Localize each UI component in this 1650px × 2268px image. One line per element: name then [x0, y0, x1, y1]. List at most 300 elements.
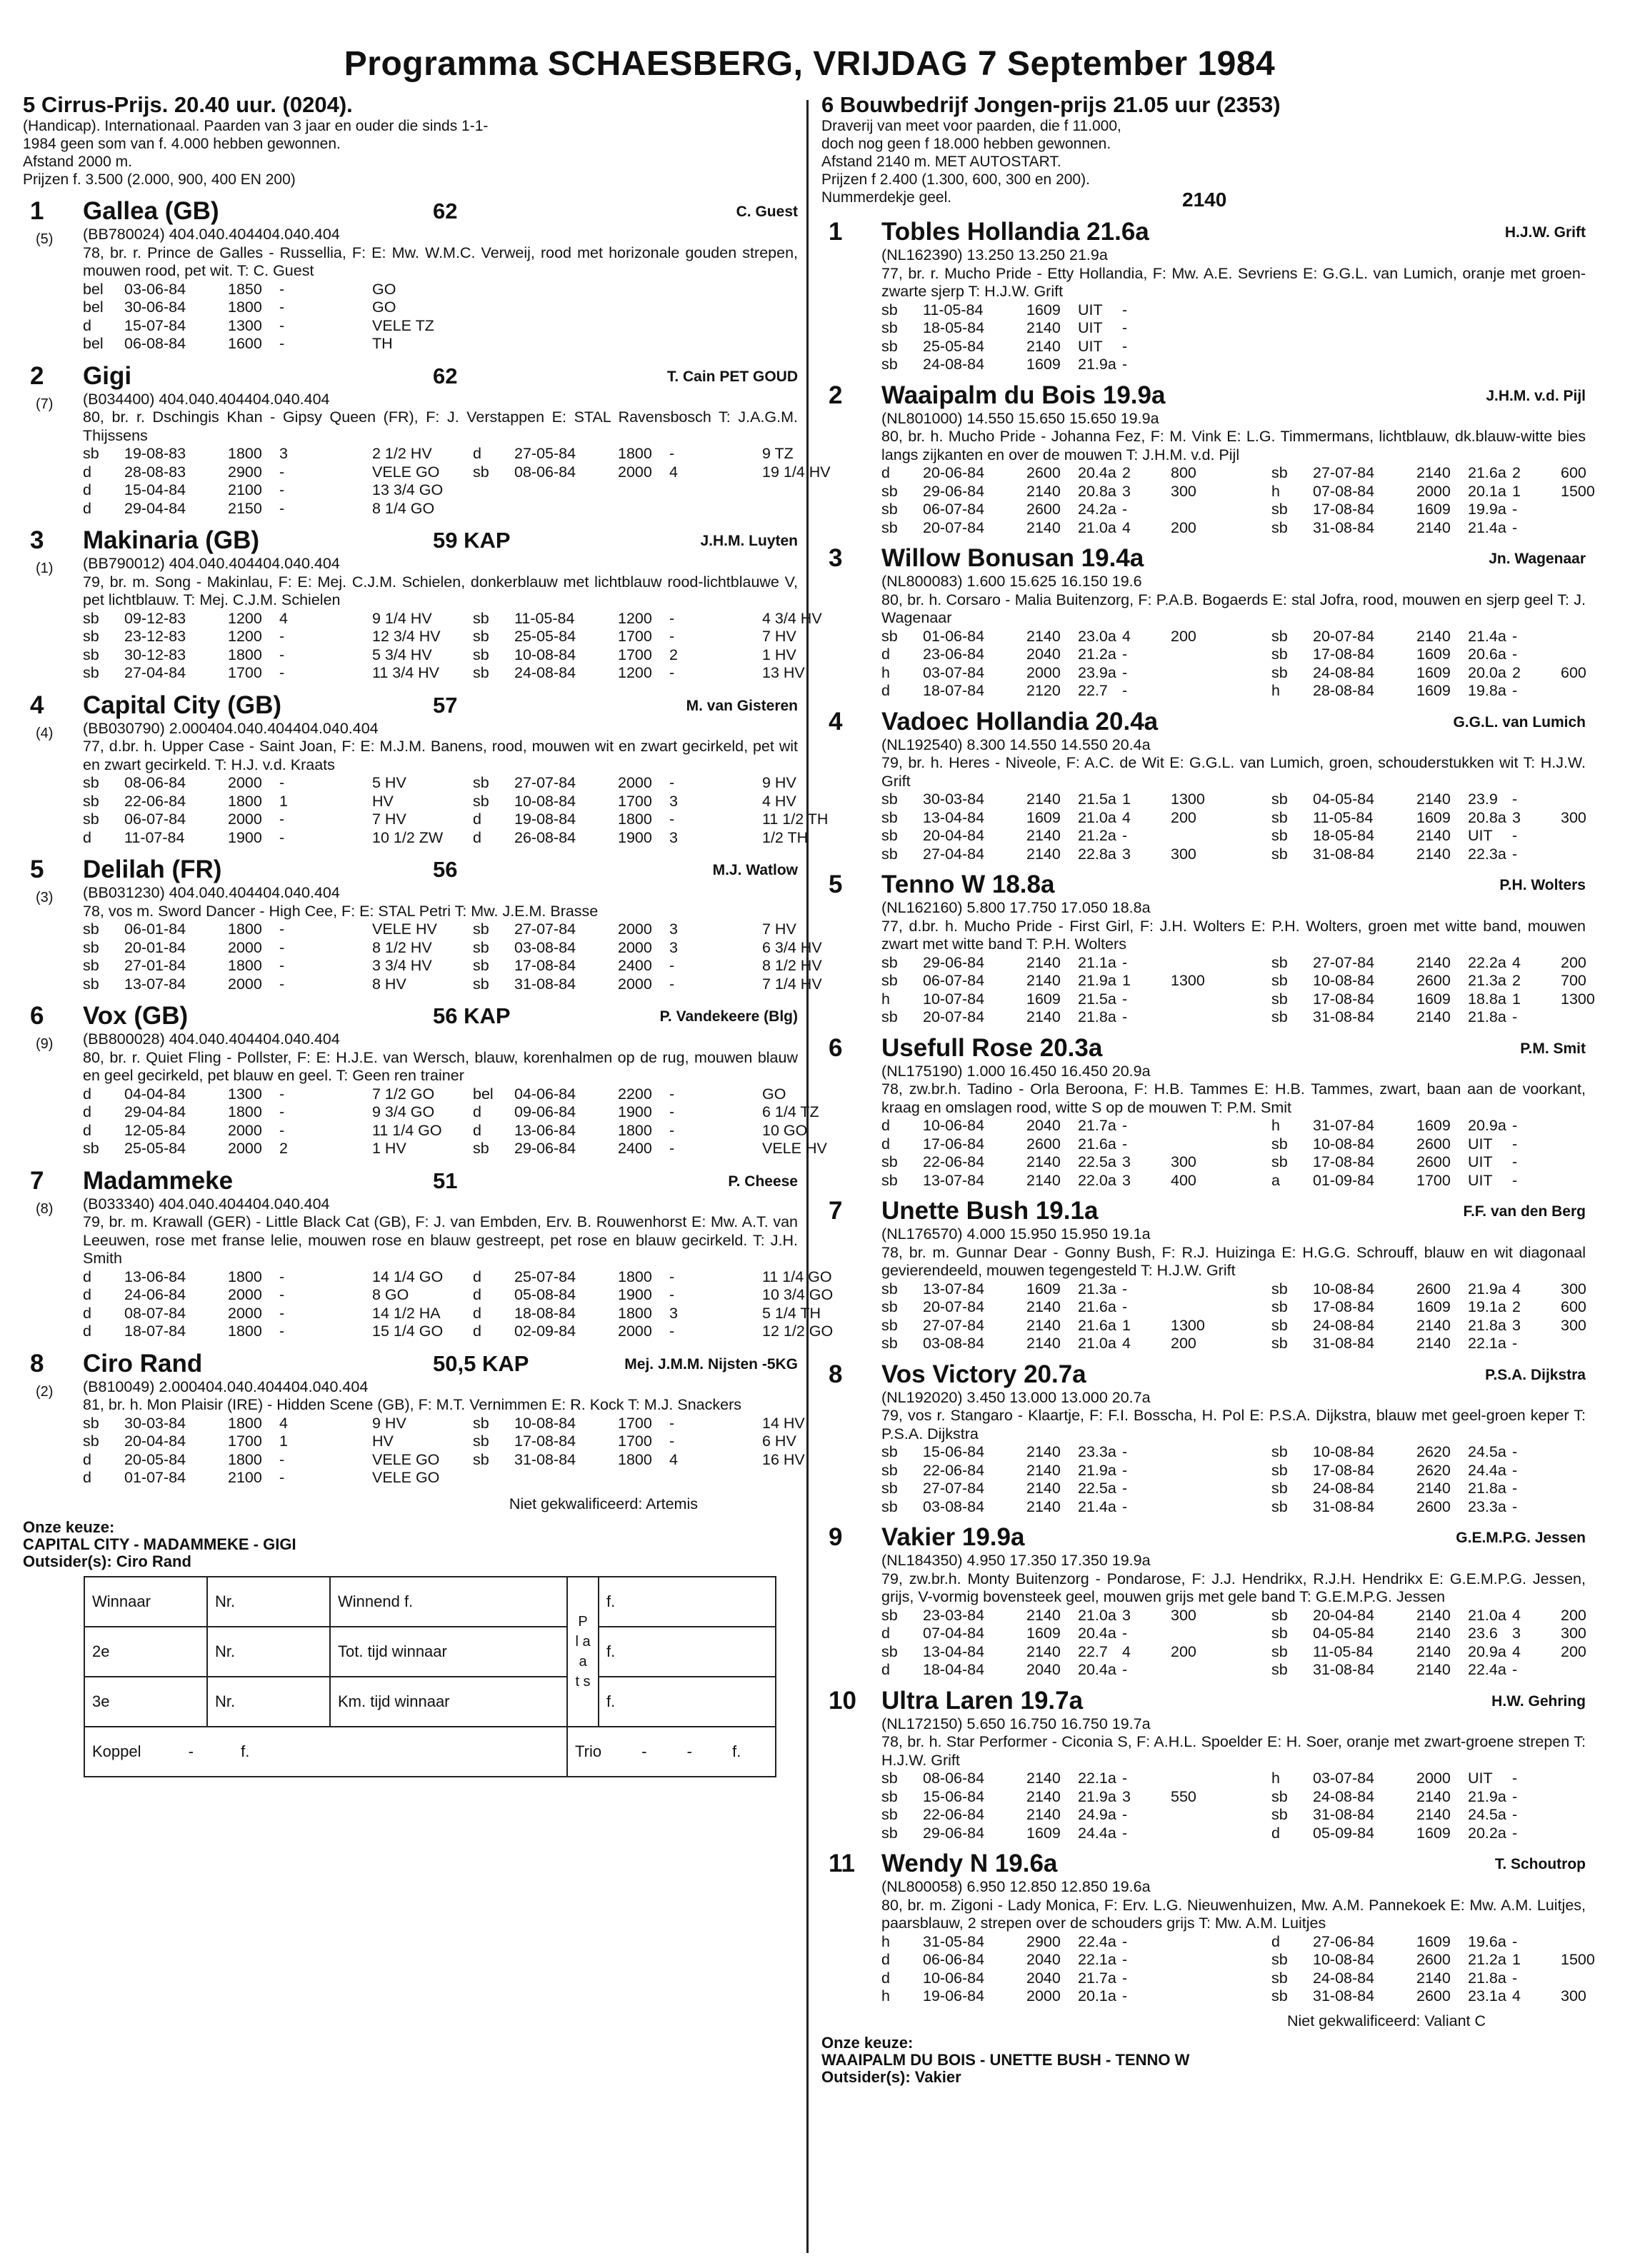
form-cell: -	[1512, 1787, 1518, 1805]
form-cell	[514, 481, 618, 500]
form-cell: 6 HV	[762, 1432, 796, 1450]
form-cell: sb	[1271, 791, 1288, 808]
form-record	[473, 445, 851, 463]
form-cell: 4	[279, 609, 288, 627]
form-cell: h	[1271, 1770, 1280, 1787]
form-cell: 1 HV	[762, 646, 796, 663]
form-cell: sb	[881, 1806, 898, 1823]
form-cell: 2140	[1026, 1335, 1061, 1352]
horse-header	[881, 218, 1586, 246]
form-cell: -	[1512, 646, 1518, 663]
form-cell: 21.4a	[1078, 1497, 1116, 1515]
form-cell: 3	[1512, 1625, 1521, 1642]
form-cell: 26-08-84	[514, 828, 576, 846]
form-cell: 04-04-84	[124, 1085, 186, 1103]
horse-entry	[821, 1850, 1595, 2006]
form-record	[83, 1305, 461, 1323]
horse-number: 3	[829, 544, 843, 572]
form-cell: sb	[1271, 1987, 1288, 2004]
form-cell: 2140	[1026, 1806, 1061, 1823]
form-cell	[714, 920, 762, 939]
form-cell: -	[1122, 1480, 1128, 1497]
form-cell: 2140	[1416, 518, 1451, 536]
form-cell: sb	[881, 972, 898, 989]
form-cell: 15-06-84	[923, 1787, 985, 1805]
form-cell: sb	[881, 627, 898, 645]
form-cell	[324, 811, 372, 829]
horse-name: Tobles Hollandia 21.6a	[881, 218, 1149, 246]
form-cell	[461, 281, 526, 299]
form-cell: d	[83, 1323, 91, 1340]
form-cell: 2140	[1026, 627, 1061, 645]
race-condition-line: Prijzen f. 3.500 (2.000, 900, 400 EN 200)	[23, 171, 296, 188]
result-label-nr: Nr.	[207, 1627, 330, 1677]
horse-number: 6	[829, 1033, 843, 1062]
form-cell: 2140	[1416, 1969, 1451, 1987]
form-cell: -	[1512, 1117, 1518, 1134]
form-cell: -	[669, 1286, 675, 1303]
form-record	[473, 939, 851, 958]
form-cell: 22.3a	[1468, 845, 1506, 863]
form-cell: 2000	[618, 463, 652, 481]
result-label-winner: Winnaar	[84, 1577, 207, 1627]
form-cell	[324, 920, 372, 939]
form-cell: 10-08-84	[1313, 1951, 1375, 1968]
form-cell: 20.2a	[1468, 1824, 1506, 1842]
form-cell: 400	[1171, 1171, 1196, 1189]
form-cell: sb	[83, 609, 99, 627]
horse-weight: 62	[433, 363, 458, 388]
form-cell: 1300	[228, 1085, 262, 1103]
form-cell	[1561, 1462, 1650, 1480]
form-cell: 2000	[228, 1286, 262, 1303]
form-cell: sb	[83, 445, 99, 462]
form-cell: 3	[1122, 1606, 1131, 1624]
form-cell: 2600	[1416, 1280, 1451, 1298]
form-cell: h	[1271, 682, 1280, 699]
form-cell: -	[669, 609, 675, 627]
form-cell: sb	[1271, 808, 1288, 826]
form-cell: 1609	[1416, 501, 1451, 518]
form-cell: 21.9a	[1078, 1461, 1116, 1479]
form-cell: 1850	[228, 280, 262, 298]
form-cell: 11 1/4 GO	[762, 1268, 832, 1285]
form-cell	[1171, 356, 1260, 374]
form-cell: -	[1512, 1171, 1518, 1189]
form-cell	[1561, 791, 1650, 809]
form-cell	[714, 793, 762, 811]
horse-number: 4	[829, 707, 843, 736]
jockey-name: P.M. Smit	[1520, 1040, 1586, 1057]
form-cell: 2140	[1026, 1171, 1061, 1189]
form-cell: 2	[1512, 1298, 1521, 1315]
form-cell: 21.2a	[1468, 1951, 1506, 1968]
form-cell: GO	[762, 1085, 786, 1103]
form-record	[1271, 1770, 1650, 1788]
form-cell: 2140	[1416, 1642, 1451, 1660]
horse-code: (NL172150) 5.650 16.750 16.750 19.7a	[881, 1715, 1151, 1732]
jockey-name: Jn. Wagenaar	[1489, 551, 1586, 567]
form-record	[473, 957, 851, 975]
jockey-name: H.W. Gehring	[1491, 1692, 1586, 1710]
form-cell: 10-08-84	[514, 792, 576, 810]
form-cell: sb	[881, 1770, 898, 1787]
form-cell: 24.4a	[1468, 1461, 1506, 1479]
form-cell: 22-06-84	[923, 1806, 985, 1823]
form-cell: d	[83, 499, 91, 517]
form-cell: -	[1512, 1008, 1518, 1025]
form-cell: VELE HV	[762, 1140, 827, 1157]
form-records	[881, 628, 1586, 701]
form-cell: 10-08-84	[514, 1414, 576, 1432]
form-cell: 05-09-84	[1313, 1824, 1375, 1842]
form-cell: -	[1512, 1461, 1518, 1479]
result-label-total-time: Tot. tijd winnaar	[330, 1627, 567, 1677]
form-cell: 2100	[228, 1469, 262, 1486]
horse-name: Vakier 19.9a	[881, 1523, 1025, 1551]
form-cell	[1171, 646, 1260, 664]
form-cell: 1800	[228, 1414, 262, 1432]
form-cell: 300	[1171, 482, 1196, 500]
form-cell: 28-08-83	[124, 463, 186, 481]
form-cell: sb	[1271, 501, 1288, 518]
form-record	[83, 646, 461, 665]
form-cell	[324, 500, 372, 518]
form-cell: 2140	[1026, 319, 1061, 336]
form-cell: 4	[279, 1414, 288, 1432]
form-cell	[1171, 301, 1260, 320]
form-cell: 600	[1561, 464, 1586, 481]
form-cell: 31-08-84	[1313, 1008, 1375, 1025]
race-title: 5 Cirrus-Prijs. 20.40 uur. (0204).	[23, 92, 353, 117]
horse-entry	[821, 1687, 1586, 1843]
form-record	[473, 829, 851, 848]
form-records	[881, 1280, 1586, 1353]
form-records	[83, 1085, 827, 1158]
form-cell: 3	[1122, 1787, 1131, 1805]
form-cell: 20.0a	[1468, 663, 1506, 681]
form-cell: 200	[1561, 1642, 1586, 1660]
form-cell: 2	[1512, 972, 1521, 989]
form-cell: 17-08-84	[1313, 1461, 1375, 1479]
form-cell: 14 HV	[762, 1414, 805, 1432]
form-cell	[714, 1323, 762, 1341]
form-cell: 27-07-84	[514, 920, 576, 938]
jockey-name: P.S.A. Dijkstra	[1485, 1366, 1586, 1383]
form-cell: sb	[881, 808, 898, 826]
horse-weight: 62	[433, 199, 458, 224]
form-cell: 3	[1122, 482, 1131, 500]
form-cell	[714, 664, 762, 683]
form-cell	[324, 829, 372, 848]
race-distance: 2140	[1182, 189, 1227, 211]
form-cell: 20.1a	[1468, 482, 1506, 500]
form-record	[881, 972, 1260, 990]
form-record	[1271, 1317, 1650, 1335]
form-cell: sb	[1271, 845, 1288, 863]
form-record	[83, 1323, 461, 1341]
form-cell: 31-08-84	[1313, 1661, 1375, 1678]
form-cell: 31-08-84	[1313, 518, 1375, 536]
form-cell: 18-04-84	[923, 1661, 985, 1678]
form-cell: 08-06-84	[124, 774, 186, 791]
form-cell: 3 3/4 HV	[372, 957, 432, 974]
form-cell: 2000	[618, 920, 652, 938]
form-cell: sb	[473, 646, 489, 663]
form-record	[881, 628, 1260, 646]
form-cell	[1171, 501, 1260, 519]
horse-list	[23, 197, 834, 1487]
form-cell: sb	[1271, 1787, 1288, 1805]
form-cell: 2150	[228, 499, 262, 517]
form-cell: sb	[473, 792, 489, 810]
form-cell: sb	[1271, 663, 1288, 681]
form-cell: 10-07-84	[923, 990, 985, 1008]
form-cell	[1561, 1172, 1650, 1190]
horse-number: 7	[829, 1197, 843, 1225]
form-cell: 19-08-83	[124, 445, 186, 462]
form-cell: -	[1122, 1932, 1128, 1950]
form-cell	[1561, 1335, 1650, 1353]
form-cell	[324, 481, 372, 500]
form-cell: h	[881, 990, 890, 1008]
form-record	[1271, 1462, 1650, 1480]
form-cell: 17-08-84	[1313, 1153, 1375, 1170]
form-record	[881, 1480, 1260, 1498]
jockey-name: P. Cheese	[728, 1173, 798, 1190]
form-cell	[1561, 628, 1650, 646]
form-cell: d	[83, 316, 91, 334]
form-cell: 20.1a	[1078, 1987, 1116, 2004]
form-cell: 20.4a	[1078, 1625, 1116, 1642]
form-cell: 17-08-84	[1313, 1298, 1375, 1315]
form-cell: 1	[1122, 972, 1131, 989]
form-cell: -	[1122, 301, 1128, 318]
form-cell: 5 HV	[372, 774, 406, 791]
form-cell: 29-04-84	[124, 1103, 186, 1120]
form-cell: d	[1271, 1824, 1280, 1842]
form-cell: 31-08-84	[514, 1450, 576, 1468]
form-cell: sb	[881, 845, 898, 863]
form-cell: 24-08-84	[1313, 1787, 1375, 1805]
horse-code: (BB800028) 404.040.404404.040.404	[83, 1030, 340, 1048]
form-cell: sb	[473, 957, 489, 974]
form-cell: 1700	[228, 664, 262, 681]
form-record	[473, 463, 851, 482]
form-cell: 1300	[1171, 972, 1205, 989]
form-cell: sb	[881, 482, 898, 500]
form-cell: 06-07-84	[124, 811, 186, 828]
form-cell: 1609	[1416, 1298, 1451, 1315]
form-cell: -	[279, 1323, 285, 1340]
form-cell: sb	[473, 609, 489, 627]
form-cell: 1800	[618, 1268, 652, 1285]
form-record	[83, 1432, 461, 1451]
form-cell	[461, 317, 526, 336]
form-cell: 07-08-84	[1313, 482, 1375, 500]
form-cell	[324, 939, 372, 958]
form-cell: d	[473, 1121, 481, 1139]
form-cell: -	[1512, 1932, 1518, 1950]
form-cell: 24.2a	[1078, 501, 1116, 518]
form-cell: d	[83, 1450, 91, 1468]
form-cell: 27-07-84	[1313, 953, 1375, 971]
form-cell: 1800	[228, 920, 262, 938]
form-cell: 2140	[1026, 1497, 1061, 1515]
form-cell: -	[1122, 1008, 1128, 1025]
form-record	[473, 1103, 851, 1122]
form-record	[1271, 1933, 1650, 1952]
form-cell: -	[1122, 1443, 1128, 1460]
horse-description: 79, br. h. Heres - Niveole, F: A.C. de Wit E: G.G.L. van Lumich, groen, schouderstukken wit T: H.J.W. Grift	[881, 754, 1586, 790]
form-cell: sb	[881, 1153, 898, 1170]
form-cell: d	[473, 445, 481, 462]
form-cell: sb	[83, 628, 99, 645]
form-cell: 1800	[228, 646, 262, 663]
form-cell: sb	[1271, 1135, 1288, 1153]
form-cell: 24-08-84	[1313, 1316, 1375, 1334]
form-cell: 2140	[1416, 464, 1451, 481]
form-record	[881, 319, 1253, 338]
form-cell: 1800	[618, 811, 652, 828]
form-record	[473, 481, 851, 500]
form-cell: 22-06-84	[923, 1153, 985, 1170]
horse-name: Wendy N 19.6a	[881, 1850, 1058, 1877]
form-cell	[1561, 501, 1650, 519]
post-position: (5)	[36, 231, 54, 247]
form-cell: 2140	[1026, 972, 1061, 989]
form-cell: 27-01-84	[124, 957, 186, 974]
form-cell: 09-06-84	[514, 1103, 576, 1120]
horse-entry	[821, 218, 1586, 374]
form-cell: d	[83, 481, 91, 498]
form-cell: sb	[881, 1316, 898, 1334]
form-record	[881, 1008, 1260, 1027]
form-cell: 1800	[228, 298, 262, 316]
form-cell	[1171, 1008, 1260, 1027]
horse-entry	[821, 1360, 1586, 1517]
form-cell: -	[279, 1121, 285, 1139]
form-cell: 11 3/4 HV	[372, 664, 440, 681]
form-cell: 1800	[618, 1121, 652, 1139]
form-cell: 300	[1171, 845, 1196, 863]
form-cell: 9 3/4 GO	[372, 1103, 435, 1120]
form-cell: 10 1/2 ZW	[372, 828, 444, 846]
horse-name: Gigi	[83, 361, 132, 390]
form-cell: sb	[1271, 1606, 1288, 1624]
horse-entry	[23, 197, 798, 353]
form-cell: d	[881, 682, 890, 699]
horse-header	[83, 362, 798, 391]
form-cell	[1561, 1770, 1650, 1788]
form-cell: 1	[1512, 1951, 1521, 1968]
horse-weight: 56	[433, 857, 458, 882]
result-label-f: f.	[599, 1627, 776, 1677]
form-cell: 21.8a	[1078, 1008, 1116, 1025]
form-cell: 1800	[228, 957, 262, 974]
form-cell: -	[1122, 1461, 1128, 1479]
form-cell: 1609	[1416, 808, 1451, 826]
form-cell: -	[279, 664, 285, 681]
jockey-name: G.G.L. van Lumich	[1453, 713, 1586, 731]
horse-header	[881, 708, 1586, 736]
form-cell: 24-06-84	[124, 1286, 186, 1303]
form-cell: d	[473, 811, 481, 828]
form-cell: 2600	[1026, 464, 1061, 481]
horse-name: Vadoec Hollandia 20.4a	[881, 707, 1159, 736]
form-cell: 3	[1122, 1171, 1131, 1189]
form-cell: 23.6	[1468, 1625, 1498, 1642]
form-cell: 1	[279, 1432, 288, 1450]
race-5-column	[23, 92, 834, 1777]
jockey-name: M.J. Watlow	[712, 862, 798, 878]
form-cell	[1171, 338, 1260, 356]
form-cell: 21.9a	[1078, 356, 1116, 373]
horse-list	[821, 218, 1595, 2006]
form-cell	[714, 1286, 762, 1305]
form-cell: 1609	[1026, 301, 1061, 318]
form-cell: 06-07-84	[923, 972, 985, 989]
form-record	[881, 1462, 1260, 1480]
result-label-nr: Nr.	[207, 1677, 330, 1727]
form-record	[1271, 954, 1650, 973]
form-cell	[714, 463, 762, 482]
form-record	[1271, 646, 1650, 664]
form-cell: -	[279, 1450, 285, 1468]
form-cell: 30-06-84	[124, 298, 186, 316]
form-records	[881, 1932, 1595, 2006]
form-cell: 200	[1171, 1335, 1196, 1352]
form-cell	[1561, 1117, 1650, 1135]
result-label-plaats: P l a a t s	[567, 1577, 599, 1727]
form-cell: -	[1122, 990, 1128, 1008]
horse-entry	[821, 870, 1595, 1027]
jockey-name: M. van Gisteren	[686, 697, 798, 714]
form-cell: 10-08-84	[514, 646, 576, 663]
form-cell: 06-01-84	[124, 920, 186, 938]
horse-entry	[821, 381, 1595, 538]
form-cell	[1171, 1298, 1260, 1317]
horse-header	[83, 197, 798, 226]
form-cell	[714, 1432, 762, 1451]
form-cell: 2140	[1026, 1642, 1061, 1660]
form-cell: 20-07-84	[923, 1008, 985, 1025]
form-record	[881, 1643, 1260, 1662]
form-cell: 7 1/4 HV	[762, 975, 822, 993]
form-cell: 21.4a	[1468, 518, 1506, 536]
form-record	[881, 954, 1260, 973]
form-records	[881, 1443, 1586, 1516]
form-cell: 2140	[1416, 827, 1451, 844]
form-cell: 1500	[1561, 482, 1595, 500]
horse-name: Vox (GB)	[83, 1002, 189, 1030]
form-cell: 2140	[1026, 1480, 1061, 1497]
form-cell	[324, 975, 372, 994]
form-record	[881, 791, 1260, 809]
form-cell: 10 GO	[762, 1121, 808, 1139]
form-cell: sb	[83, 1432, 99, 1450]
form-records	[83, 1414, 805, 1487]
horse-number: 8	[829, 1360, 843, 1388]
horse-number: 5	[829, 870, 843, 898]
form-cell: -	[669, 1140, 675, 1157]
form-cell: 4	[1122, 808, 1131, 826]
form-cell: 31-08-84	[1313, 1497, 1375, 1515]
form-records	[881, 301, 1586, 374]
form-cell: 1	[279, 792, 288, 810]
form-record	[1271, 1480, 1650, 1498]
form-cell: 11-05-84	[1313, 808, 1374, 826]
